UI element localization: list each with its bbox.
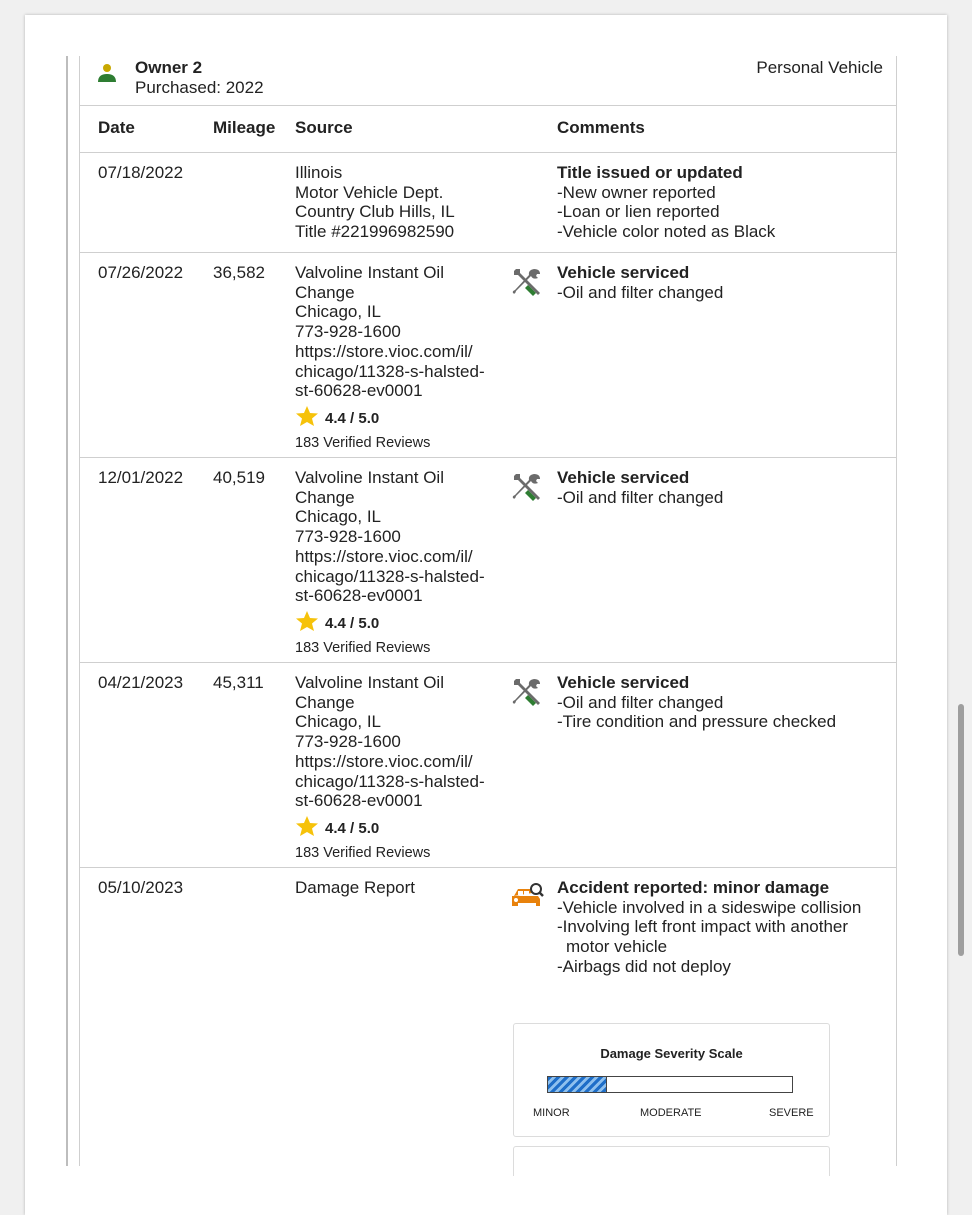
source-line: Chicago, IL	[295, 302, 381, 322]
source-line: Change	[295, 692, 355, 712]
row-source	[295, 673, 510, 863]
row-date: 07/18/2022	[98, 163, 184, 182]
source-rating	[295, 815, 510, 843]
star-icon	[295, 815, 325, 843]
source-line: 773-928-1600	[295, 527, 401, 547]
source-line: Damage Report	[295, 878, 416, 897]
table-header	[80, 106, 896, 153]
comment-item: -Loan or lien reported	[557, 202, 720, 222]
severity-fill	[548, 1077, 607, 1092]
row-comments	[557, 878, 887, 977]
source-line: st-60628-ev0001	[295, 381, 423, 401]
source-line: 773-928-1600	[295, 322, 401, 342]
source-line: Valvoline Instant Oil	[295, 673, 444, 692]
scrollbar-thumb[interactable]	[958, 704, 964, 956]
comment-item: -New owner reported	[557, 182, 716, 202]
owner-name: Owner 2	[135, 58, 203, 77]
owner-history-card	[79, 56, 897, 1166]
source-line: Chicago, IL	[295, 712, 381, 732]
severity-label-moderate: MODERATE	[640, 1107, 702, 1119]
source-line: Illinois	[295, 163, 343, 182]
rating-value: 4.4 / 5.0	[325, 819, 380, 837]
section-rule	[66, 56, 68, 1166]
comment-title: Accident reported: minor damage	[557, 878, 830, 897]
row-comments	[557, 468, 887, 507]
verified-reviews-link[interactable]: 183 Verified Reviews	[295, 844, 431, 861]
vehicle-type: Personal Vehicle	[756, 58, 883, 77]
source-line: https://store.vioc.com/il/	[295, 751, 473, 771]
history-row	[80, 153, 896, 253]
history-row	[80, 663, 896, 868]
wrench-screwdriver-icon	[510, 675, 544, 709]
comment-item: -Vehicle involved in a sideswipe collision	[557, 897, 862, 917]
row-date: 05/10/2023	[98, 878, 184, 897]
source-line: Change	[295, 487, 355, 507]
rating-value: 4.4 / 5.0	[325, 614, 380, 632]
comment-item: -Oil and filter changed	[557, 692, 724, 712]
column-header-date: Date	[98, 118, 135, 137]
comment-title: Vehicle serviced	[557, 263, 690, 282]
row-source	[295, 263, 510, 453]
comment-item: -Oil and filter changed	[557, 282, 724, 302]
row-source	[295, 878, 510, 898]
row-comments	[557, 673, 887, 732]
source-line: chicago/11328-s-halsted-	[295, 361, 485, 381]
column-header-comments: Comments	[557, 118, 645, 137]
next-panel	[513, 1146, 830, 1176]
history-row	[80, 253, 896, 458]
comment-title: Vehicle serviced	[557, 673, 690, 692]
source-line: st-60628-ev0001	[295, 791, 423, 811]
star-icon	[295, 405, 325, 433]
comment-title: Vehicle serviced	[557, 468, 690, 487]
column-header-mileage: Mileage	[213, 118, 276, 137]
history-row	[80, 458, 896, 663]
comment-item: -Oil and filter changed	[557, 487, 724, 507]
verified-reviews-link[interactable]: 183 Verified Reviews	[295, 639, 431, 656]
source-line: 773-928-1600	[295, 732, 401, 752]
car-damage-icon	[510, 880, 544, 914]
owner-purchased: Purchased: 2022	[135, 78, 264, 97]
severity-bar	[547, 1076, 793, 1093]
source-rating	[295, 405, 510, 433]
wrench-screwdriver-icon	[510, 470, 544, 504]
severity-title: Damage Severity Scale	[600, 1046, 743, 1061]
row-source	[295, 163, 510, 242]
source-line: Chicago, IL	[295, 507, 381, 527]
person-icon	[96, 62, 118, 84]
row-date: 07/26/2022	[98, 263, 184, 282]
comment-item: -Tire condition and pressure checked	[557, 712, 837, 732]
comment-title: Title issued or updated	[557, 163, 743, 182]
source-line: Valvoline Instant Oil	[295, 263, 444, 282]
row-date: 04/21/2023	[98, 673, 184, 692]
row-mileage: 36,582	[213, 263, 265, 282]
source-line: chicago/11328-s-halsted-	[295, 771, 485, 791]
source-line: Title #221996982590	[295, 222, 455, 242]
row-mileage: 45,311	[213, 673, 264, 692]
severity-label-minor: MINOR	[533, 1107, 570, 1119]
source-line: Valvoline Instant Oil	[295, 468, 444, 487]
source-line: st-60628-ev0001	[295, 586, 423, 606]
row-date: 12/01/2022	[98, 468, 184, 487]
comment-item: -Involving left front impact with another motor vehicle	[557, 917, 849, 957]
damage-severity-scale	[513, 1023, 830, 1137]
comment-item: -Vehicle color noted as Black	[557, 222, 776, 242]
wrench-screwdriver-icon	[510, 265, 544, 299]
owner-header	[80, 56, 896, 106]
column-header-source: Source	[295, 118, 353, 137]
comment-item: -Airbags did not deploy	[557, 956, 731, 976]
row-comments	[557, 163, 887, 242]
verified-reviews-link[interactable]: 183 Verified Reviews	[295, 434, 431, 451]
source-line: https://store.vioc.com/il/	[295, 546, 473, 566]
source-line: Country Club Hills, IL	[295, 202, 455, 222]
source-line: Motor Vehicle Dept.	[295, 182, 444, 202]
source-rating	[295, 610, 510, 638]
rating-value: 4.4 / 5.0	[325, 409, 380, 427]
history-row	[80, 868, 896, 1168]
row-mileage: 40,519	[213, 468, 265, 487]
star-icon	[295, 610, 325, 638]
row-source	[295, 468, 510, 658]
row-comments	[557, 263, 887, 302]
severity-label-severe: SEVERE	[769, 1107, 814, 1119]
source-line: chicago/11328-s-halsted-	[295, 566, 485, 586]
source-line: https://store.vioc.com/il/	[295, 341, 473, 361]
source-line: Change	[295, 282, 355, 302]
